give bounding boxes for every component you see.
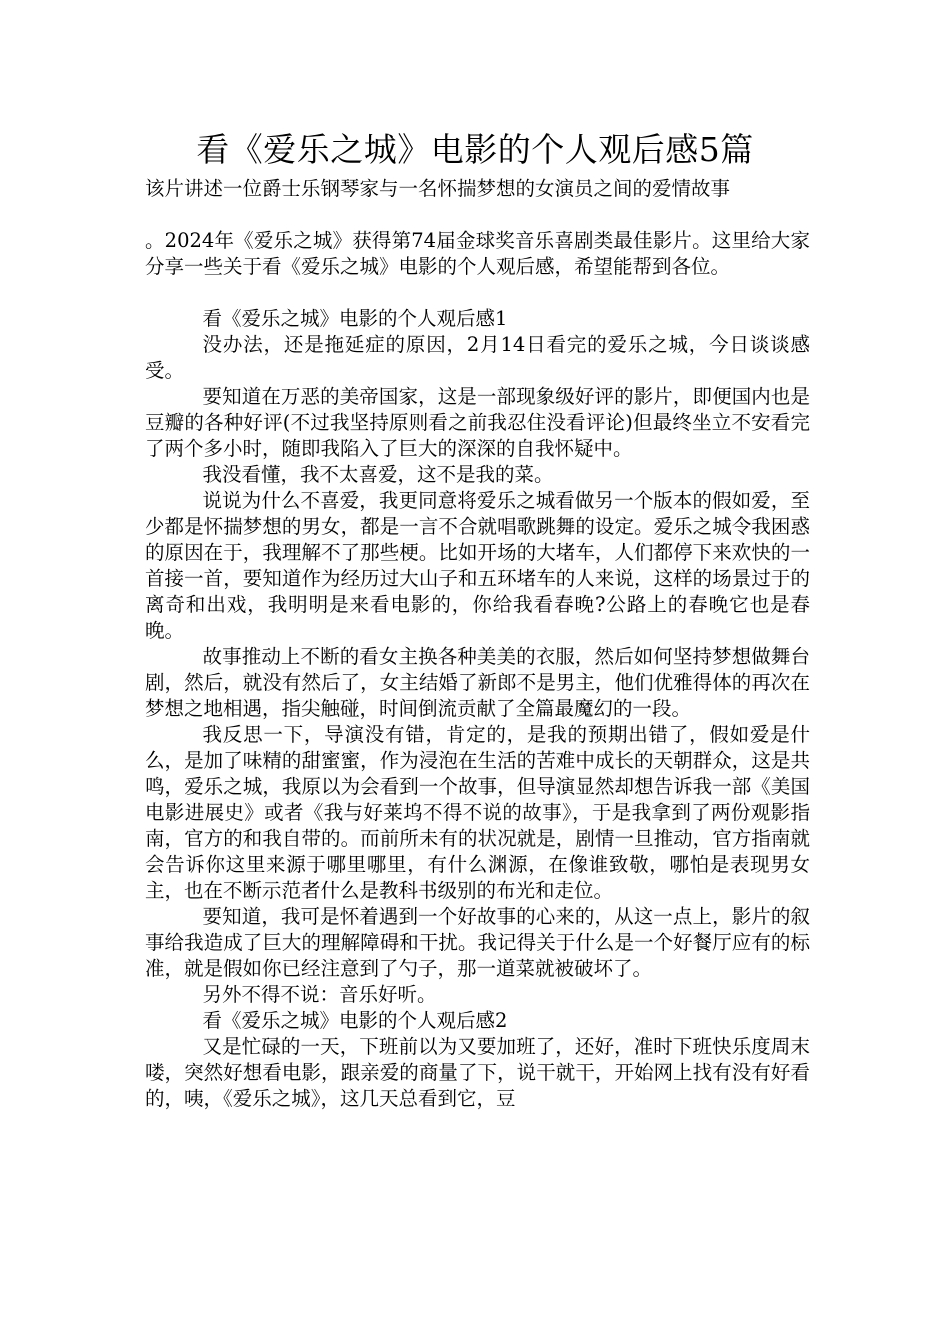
paragraph: 要知道在万恶的美帝国家，这是一部现象级好评的影片，即便国内也是豆瓣的各种好评(不过我坚持原则看之前我忍住没看评论)但最终坐立不安看完了两个多小时，随即我陷入了巨大的深深的自我怀疑中。 — [145, 385, 810, 460]
paragraph: 故事推动上不断的看女主换各种美美的衣服，然后如何坚持梦想做舞台剧，然后，就没有然后了，女主结婚了新郎不是男主，他们优雅得体的再次在梦想之地相遇，指尖触碰，时间倒流贡献了全篇最魔幻的一段。 — [145, 645, 810, 720]
paragraph: 另外不得不说：音乐好听。 — [202, 983, 437, 1006]
paragraph: 说说为什么不喜爱，我更同意将爱乐之城看做另一个版本的假如爱，至少都是怀揣梦想的男女，都是一言不合就唱歌跳舞的设定。爱乐之城令我困惑的原因在于，我理解不了那些梗。比如开场的大堵车，人们都停下来欢快的一首接一首，要知道作为经历过大山子和五环堵车的人来说，这样的场景过于的离奇和出戏，我明明是来看电影的，你给我看春晚?公路上的春晚它也是春晚。 — [145, 489, 810, 642]
paragraph: 我反思一下，导演没有错，肯定的，是我的预期出错了，假如爱是什么，是加了味精的甜蜜蜜，作为浸泡在生活的苦难中成长的天朝群众，这是共鸣，爱乐之城，我原以为会看到一个故事，但导演显然却想告诉我一部《美国电影进展史》或者《我与好莱坞不得不说的故事》，于是我拿到了两份观影指南，官方的和我自带的。而前所未有的状况就是，剧情一旦推动，官方指南就会告诉你这里来源于哪里哪里，有什么渊源，在像谁致敬，哪怕是表现男女主，也在不断示范者什么是教科书级别的布光和走位。 — [145, 723, 810, 902]
blank-line — [145, 280, 810, 306]
paragraph: 我没看懂，我不太喜爱，这不是我的菜。 — [202, 463, 554, 486]
paragraph: 要知道，我可是怀着遇到一个好故事的心来的，从这一点上，影片的叙事给我造成了巨大的理解障碍和干扰。我记得关于什么是一个好餐厅应有的标准，就是假如你已经注意到了勺子，那一道菜就被破坏了。 — [145, 905, 810, 980]
section-heading-1: 看《爱乐之城》电影的个人观后感1 — [202, 307, 508, 330]
intro-summary: 该片讲述一位爵士乐钢琴家与一名怀揣梦想的女演员之间的爱情故事 — [145, 177, 731, 200]
document-title: 看《爱乐之城》电影的个人观后感5篇 — [196, 130, 754, 169]
paragraph: 没办法，还是拖延症的原因，2月14日看完的爱乐之城，今日谈谈感受。 — [145, 333, 810, 382]
document-body — [145, 176, 810, 1112]
section-heading-2: 看《爱乐之城》电影的个人观后感2 — [202, 1009, 508, 1032]
paragraph: 又是忙碌的一天，下班前以为又要加班了，还好，准时下班快乐度周末喽，突然好想看电影，跟亲爱的商量了下，说干就干，开始网上找有没有好看的，咦，《爱乐之城》，这几天总看到它，豆 — [145, 1035, 810, 1110]
blank-line — [145, 202, 810, 228]
intro-paragraph: 。2024年《爱乐之城》获得第74届金球奖音乐喜剧类最佳影片。这里给大家分享一些关于看《爱乐之城》电影的个人观后感，希望能帮到各位。 — [145, 229, 810, 278]
